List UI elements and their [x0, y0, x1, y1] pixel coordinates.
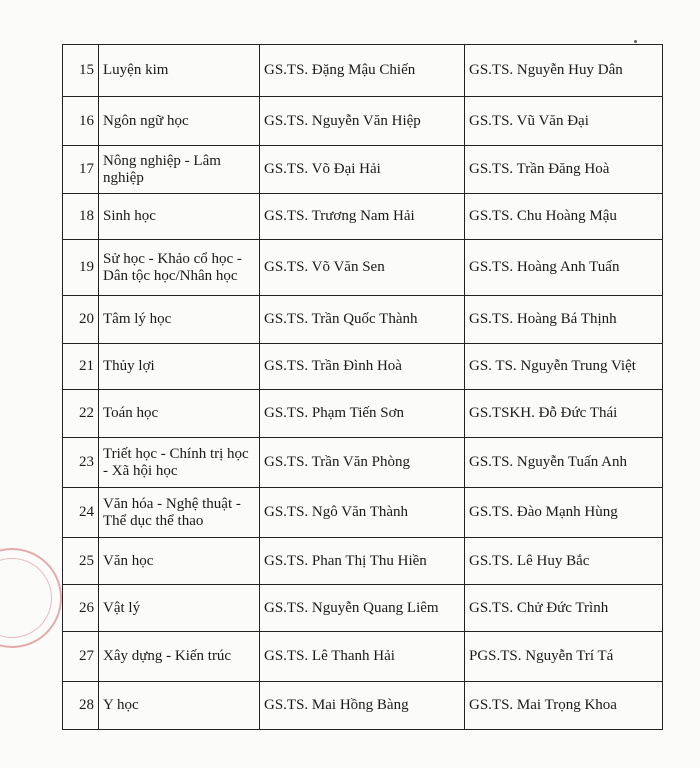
field-name: Luyện kim [99, 45, 260, 97]
vice-chair-name: GS.TS. Vũ Văn Đại [465, 97, 663, 146]
table-row [63, 146, 663, 194]
vice-chair-name: GS.TS. Nguyễn Tuấn Anh [465, 438, 663, 488]
field-name: Sử học - Khảo cổ học - Dân tộc học/Nhân học [99, 240, 260, 296]
vice-chair-name: GS.TS. Hoàng Anh Tuấn [465, 240, 663, 296]
table-row [63, 296, 663, 344]
row-number: 28 [63, 682, 99, 730]
row-number: 19 [63, 240, 99, 296]
row-number: 26 [63, 585, 99, 632]
chair-name: GS.TS. Đặng Mậu Chiến [260, 45, 465, 97]
table-row [63, 438, 663, 488]
red-seal-stamp [0, 548, 62, 648]
field-name: Ngôn ngữ học [99, 97, 260, 146]
table-row [63, 194, 663, 240]
vice-chair-name: GS.TS. Chu Hoàng Mậu [465, 194, 663, 240]
row-number: 27 [63, 632, 99, 682]
vice-chair-name: GS. TS. Nguyễn Trung Việt [465, 344, 663, 390]
table-row [63, 45, 663, 97]
field-name: Triết học - Chính trị học - Xã hội học [99, 438, 260, 488]
field-name: Sinh học [99, 194, 260, 240]
chair-name: GS.TS. Trương Nam Hải [260, 194, 465, 240]
row-number: 25 [63, 538, 99, 585]
row-number: 21 [63, 344, 99, 390]
table-row [63, 682, 663, 730]
table-row [63, 488, 663, 538]
vice-chair-name: GS.TS. Nguyễn Huy Dân [465, 45, 663, 97]
table-row [63, 97, 663, 146]
council-members-table [62, 44, 663, 730]
field-name: Thủy lợi [99, 344, 260, 390]
vice-chair-name: GS.TS. Chử Đức Trình [465, 585, 663, 632]
table-row [63, 390, 663, 438]
chair-name: GS.TS. Mai Hồng Bàng [260, 682, 465, 730]
chair-name: GS.TS. Phạm Tiến Sơn [260, 390, 465, 438]
field-name: Văn hóa - Nghệ thuật - Thể dục thể thao [99, 488, 260, 538]
table-row [63, 632, 663, 682]
chair-name: GS.TS. Nguyễn Văn Hiệp [260, 97, 465, 146]
field-name: Vật lý [99, 585, 260, 632]
chair-name: GS.TS. Võ Văn Sen [260, 240, 465, 296]
vice-chair-name: PGS.TS. Nguyễn Trí Tá [465, 632, 663, 682]
chair-name: GS.TS. Võ Đại Hải [260, 146, 465, 194]
row-number: 18 [63, 194, 99, 240]
table-row [63, 538, 663, 585]
row-number: 16 [63, 97, 99, 146]
paper-speck [634, 40, 637, 43]
table-row [63, 585, 663, 632]
row-number: 20 [63, 296, 99, 344]
vice-chair-name: GS.TS. Đào Mạnh Hùng [465, 488, 663, 538]
chair-name: GS.TS. Ngô Văn Thành [260, 488, 465, 538]
chair-name: GS.TS. Trần Văn Phòng [260, 438, 465, 488]
chair-name: GS.TS. Nguyễn Quang Liêm [260, 585, 465, 632]
chair-name: GS.TS. Lê Thanh Hải [260, 632, 465, 682]
row-number: 17 [63, 146, 99, 194]
field-name: Toán học [99, 390, 260, 438]
row-number: 22 [63, 390, 99, 438]
table-row [63, 344, 663, 390]
vice-chair-name: GS.TS. Hoàng Bá Thịnh [465, 296, 663, 344]
row-number: 23 [63, 438, 99, 488]
field-name: Y học [99, 682, 260, 730]
vice-chair-name: GS.TS. Mai Trọng Khoa [465, 682, 663, 730]
vice-chair-name: GS.TSKH. Đỗ Đức Thái [465, 390, 663, 438]
row-number: 15 [63, 45, 99, 97]
row-number: 24 [63, 488, 99, 538]
chair-name: GS.TS. Trần Quốc Thành [260, 296, 465, 344]
field-name: Nông nghiệp - Lâm nghiệp [99, 146, 260, 194]
chair-name: GS.TS. Trần Đình Hoà [260, 344, 465, 390]
table-row [63, 240, 663, 296]
chair-name: GS.TS. Phan Thị Thu Hiền [260, 538, 465, 585]
vice-chair-name: GS.TS. Lê Huy Bắc [465, 538, 663, 585]
field-name: Xây dựng - Kiến trúc [99, 632, 260, 682]
field-name: Văn học [99, 538, 260, 585]
field-name: Tâm lý học [99, 296, 260, 344]
vice-chair-name: GS.TS. Trần Đăng Hoà [465, 146, 663, 194]
